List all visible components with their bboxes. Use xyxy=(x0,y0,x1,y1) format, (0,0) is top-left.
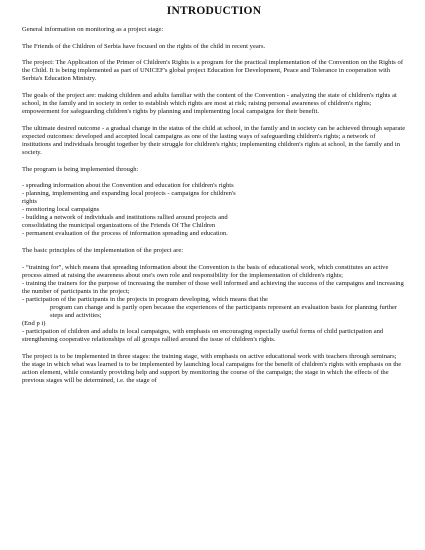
paragraph-stages: The project is to be implemented in three stages: the training stage, with emphasis on active educational work with teachers through seminars; the stage in which what was learned is to be implemented by launching local campaigns for the benefit of children's rights with emphasis on the action element, while constantly providing help and support by monitoring the course of the campaign; the stage in which the effects of the previous stages will be determined, i.e. the stage of xyxy=(22,352,402,384)
paragraph-outcome: The ultimate desired outcome - a gradual change in the status of the child at school, in the family and in society can be achieved through separate expected outcomes: developed and accepted local campaigns as one of the lasting ways of safeguarding children's rights; a network of institutions and individuals brought together by their struggle for children's rights; implementing children's rights at school, in the family and in society. xyxy=(22,124,406,156)
document-page xyxy=(22,4,406,394)
paragraph-program-intro: The program is being implemented through: xyxy=(22,165,139,173)
list-item: - participation of children and adults in local campaigns, with emphasis on encouraging especially useful forms of child participation and strengthening cooperative relationships of all groups rallied around the issue of children's rights. xyxy=(22,328,384,344)
paragraph-friends: The Friends of the Children of Serbia have focused on the rights of the child in recent years. xyxy=(22,42,266,50)
list-item: - training the trainers for the purpose of increasing the number of those well informed and achieving the success of the campaigns and increasing the number of participants in the project; xyxy=(22,279,404,295)
paragraph-project: The project: The Application of the Primer of Children's Rights is a program for the practical implementation of the Convention on the Rights of the Child. It is being implemented as part of UNICEF's global project Education for Development, Peace and Tolerance in cooperation with Serbia's Education Ministry. xyxy=(22,59,403,83)
list-item: - participation of the participants in the projects in program developing, which means that the xyxy=(22,295,268,303)
list-item: - spreading information about the Convention and education for children's rights xyxy=(22,182,234,190)
implementation-list xyxy=(22,182,406,238)
paragraph-principles-intro: The basic principles of the implementation of the project are: xyxy=(22,247,184,255)
list-item-continuation: consolidating the municipal organizations of the Friends Of The Children xyxy=(22,222,216,230)
page-title: INTRODUCTION xyxy=(166,5,262,17)
list-item: - building a network of individuals and institutions rallied around projects and xyxy=(22,214,228,222)
paragraph-goals: The goals of the project are: making children and adults familiar with the content of the Convention - analyzing the state of children's rights at school, in the family and in society in order to establish which rights are most at risk; raising personal awareness of children's rights; empowerment for safeguarding children's rights by planning and implementing local campaigns for their benefit. xyxy=(22,92,397,116)
list-item: - permanent evaluation of the process of information spreading and education. xyxy=(22,230,228,238)
page-marker: (End p i) xyxy=(22,320,46,328)
list-item-continuation: rights xyxy=(22,198,37,206)
list-item: - “training for”, which means that spreading information about the Convention is the basis of educational work, which constitutes an active process aimed at raising the awareness about one's own role and responsibility for the implementation of children's rights; xyxy=(22,263,389,279)
list-item: - monitoring local campaigns xyxy=(22,206,100,214)
principles-list xyxy=(22,264,406,344)
list-item: - planning, implementing and expanding local projects - campaigns for children's xyxy=(22,190,236,198)
paragraph-general-info: General information on monitoring as a project stage: xyxy=(22,26,164,33)
list-item-continuation: program can change and is partly open because the experiences of the participants represent an evaluation basis for planning further steps and activities; xyxy=(50,303,398,320)
